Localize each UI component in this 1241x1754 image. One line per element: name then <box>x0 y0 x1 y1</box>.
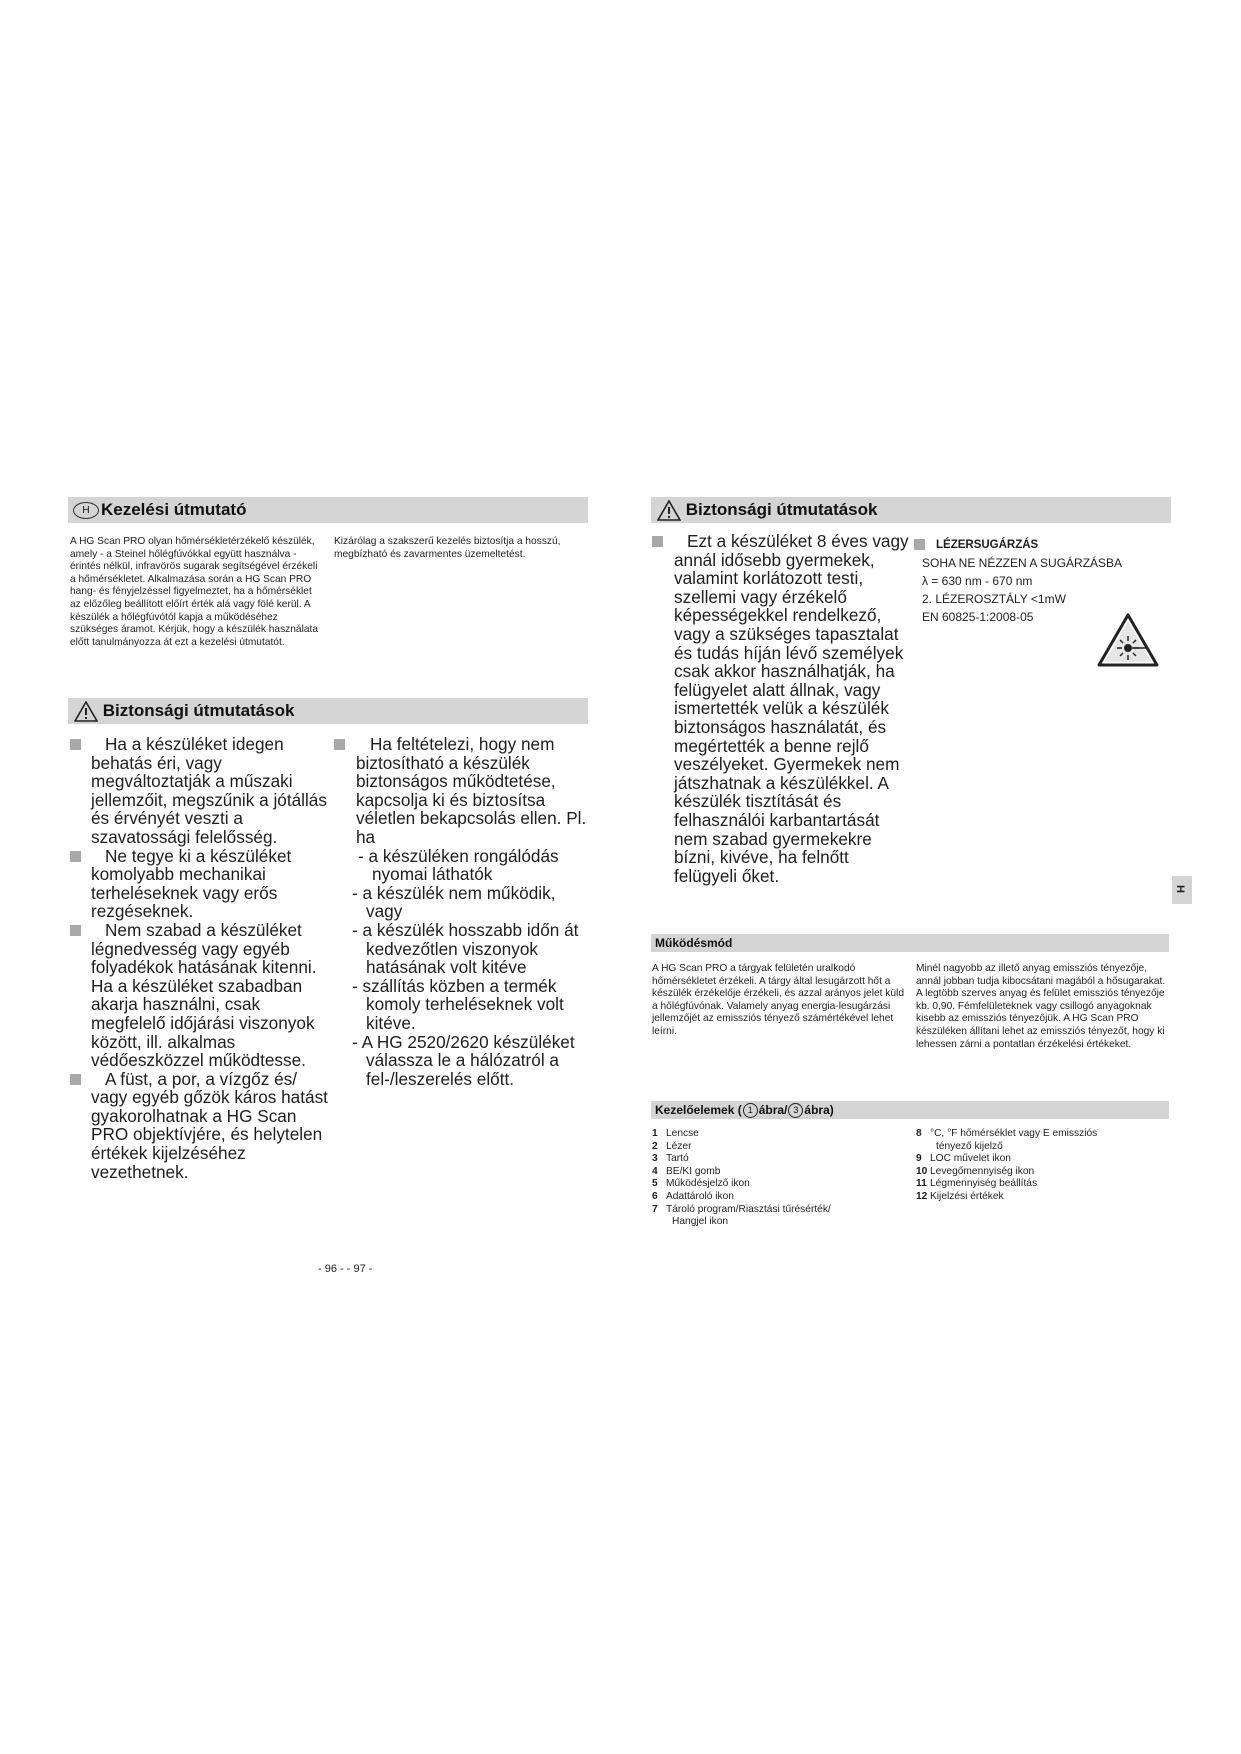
page-number: - 96 - - 97 - <box>318 1263 373 1275</box>
item-number: 10 <box>916 1165 928 1177</box>
safety-list-col2 <box>334 735 588 1088</box>
item-label: BE/KI gomb <box>666 1165 721 1177</box>
item-label: LOC művelet ikon <box>930 1153 1011 1165</box>
list-item <box>652 1141 907 1154</box>
laser-class: 2. LÉZEROSZTÁLY <1mW <box>922 592 1066 606</box>
bullet-square-icon <box>70 925 81 936</box>
mode-text-col1: A HG Scan PRO a tárgyak felületén uralkodó hőmérsékletet érzékeli. A tárgy által lesugárzott hőt a készülék érzékelője érzékeli, és azzal arányos jelet küld a hőlégfúvónak. Valamely anyag energia-lesugárzási jellemzőjét az emissziós tényező számértékével lehet leírni. <box>652 963 904 1037</box>
list-item <box>652 1153 907 1166</box>
item-number: 6 <box>652 1190 658 1202</box>
bullet-square-icon <box>334 739 345 750</box>
list-item <box>652 1216 907 1229</box>
section-title: Biztonsági útmutatások <box>685 500 878 519</box>
item-number: 1 <box>652 1128 658 1139</box>
controls-list-col1 <box>652 1128 907 1229</box>
section-header-mukodesmod: Működésmód <box>651 934 1169 952</box>
list-item <box>916 1178 1169 1191</box>
item-number: 7 <box>652 1203 658 1215</box>
bullet-square-icon <box>70 739 81 750</box>
item-number: 8 <box>916 1128 922 1139</box>
item-label: °C, °F hőmérséklet vagy E emissziós <box>930 1128 1098 1139</box>
intro-text-col2: Kizárólag a szakszerű kezelés biztosítja a hosszú, megbízható és zavarmentes üzemeltetést. <box>334 536 561 560</box>
list-item <box>916 1191 1169 1204</box>
bullet-square-icon <box>70 1074 81 1085</box>
laser-title: LÉZERSUGÁRZÁS <box>936 539 1039 551</box>
laser-standard: EN 60825-1:2008-05 <box>922 610 1034 624</box>
list-item <box>916 1141 1169 1154</box>
dash-item: - a készülék nem működik, vagy <box>352 882 556 922</box>
dash-item: - a készülék hosszabb időn át kedvezőtlen viszonyok hatásának volt kitéve <box>352 919 579 978</box>
item-label: Adattároló ikon <box>666 1190 734 1202</box>
item-number: 4 <box>652 1165 658 1177</box>
bullet-square-icon <box>652 536 663 547</box>
list-item: Nem szabad a készüléket légnedvesség vagy egyéb folyadékok hatásának kitenni. Ha a készüléket szabadban akarja használni, csak megfelelő időjárási viszonyok között, ill. alkalmas védőeszközzel működtesse. <box>70 921 330 1070</box>
section-title: Kezelési útmutató <box>101 500 247 519</box>
item-number: 5 <box>652 1178 658 1190</box>
section-header-safety-right <box>651 497 1171 523</box>
safety-list-col1 <box>70 735 330 1181</box>
section-title: Biztonsági útmutatások <box>102 701 295 720</box>
item-label: Lézer <box>666 1140 692 1152</box>
language-h-badge: H <box>73 502 99 519</box>
list-item <box>652 1204 907 1217</box>
dash-item: - a készüléken rongálódás nyomai láthatók <box>358 845 559 885</box>
item-label: tényező kijelző <box>936 1140 1003 1152</box>
item-label: Hangjel ikon <box>672 1216 729 1228</box>
list-item <box>652 1166 907 1179</box>
intro-text-col1: A HG Scan PRO olyan hőmérsékletérzékelő készülék, amely - a Steinel hőlégfúvókkal együtt használva - érintés nélkül, infravörös sugarak segítségével érzékeli a hőmérsékletet. Alkalmazása során a HG Scan PRO hang- és fényjelzéssel figyelmeztet, ha a hőmérséklet az előzőleg beállított előírt érték alá vagy fölé kerül. A készülék a hőlégfúvótól kapja a működéséhez szükséges áramot. Kérjük, hogy a készülék használata előtt tanulmányozza át ezt a kezelési útmutatót. <box>70 536 319 648</box>
list-item <box>652 1191 907 1204</box>
list-item <box>652 1178 907 1191</box>
item-number: 3 <box>652 1153 658 1165</box>
list-item: Ezt a készüléket 8 éves vagy annál idősebb gyermekek, valamint korlátozott testi, szellemi vagy érzékelő képességekkel rendelkező, vagy a szükséges tapasztalat és tudás híján lévő személyek csak akkor használhatják, ha felügyelet alatt állnak, vagy ismertették velük a készülék biztonságos használatát, és megértették a benne rejlő veszélyeket. Gyermekek nem játszhatnak a készülékkel. A készülék tisztítását és felhasználói karbantartását nem szabad gyermekekre bízni, kivéve, ha felnőtt felügyeli őket. <box>652 532 912 885</box>
laser-warning: SOHA NE NÉZZEN A SUGÁRZÁSBA <box>922 556 1123 570</box>
dash-item: - A HG 2520/2620 készüléket válassza le a hálózatról a fel-/leszerelés előtt. <box>352 1031 575 1089</box>
list-item <box>916 1166 1169 1179</box>
item-number: 2 <box>652 1140 658 1152</box>
laser-warning-icon <box>1096 612 1160 668</box>
warning-triangle-icon <box>74 701 98 722</box>
bullet-square-icon <box>70 851 81 862</box>
item-label: Lencse <box>666 1128 699 1139</box>
section-header-kezelesi <box>68 497 588 523</box>
item-label: Levegőmennyiség ikon <box>930 1165 1035 1177</box>
list-item <box>916 1153 1169 1166</box>
dash-item: - szállítás közben a termék komoly terheléseknek volt kitéve. <box>352 975 564 1033</box>
children-safety-text <box>652 532 912 885</box>
item-label: Működésjelző ikon <box>666 1178 750 1190</box>
section-header-safety-left <box>68 698 588 724</box>
laser-wavelength: λ = 630 nm - 670 nm <box>922 574 1033 588</box>
list-item: A füst, a por, a vízgőz és/ vagy egyéb gőzök káros hatást gyakorolhatnak a HG Scan PRO objektívjére, és helytelen értékek kijelzéséhez vezethetnek. <box>70 1070 330 1182</box>
mode-text-col2: Minél nagyobb az illető anyag emissziós tényezője, annál jobban tudja kibocsátani magából a hősugarakat. A legtöbb szerves anyag és felület emissziós tényezője kb. 0,90. Fémfelületeknek vagy csillogó anyagoknak kisebb az emissziós tényezőjük. A HG Scan PRO készüléken állítani lehet az emissziós tényezőt, hogy ki lehessen zárni a pontatlan érzékelési értékeket. <box>916 963 1166 1050</box>
item-label: Tároló program/Riasztási tűrésérték/ <box>666 1203 831 1215</box>
list-item: Ne tegye ki a készüléket komolyabb mechanikai terheléseknek vagy erős rezgéseknek. <box>70 847 330 921</box>
list-item: Ha feltételezi, hogy nem biztosítható a készülék biztonságos működtetése, kapcsolja ki és biztosítsa véletlen bekapcsolás ellen. Pl. ha <box>334 735 588 847</box>
figure-1-circle: 1 <box>743 1103 758 1118</box>
controls-list-col2 <box>916 1128 1169 1204</box>
item-label: Tartó <box>666 1153 689 1165</box>
warning-triangle-icon <box>657 500 681 521</box>
list-item: Ha a készüléket idegen behatás éri, vagy megváltoztatják a műszaki jellemzőit, megszűnik a jótállás és érvényét veszti a szavatossági felelősség. <box>70 735 330 847</box>
list-item <box>916 1128 1169 1141</box>
bullet-square-icon <box>914 539 925 550</box>
item-number: 9 <box>916 1153 922 1165</box>
item-label: Kijelzési értékek <box>930 1190 1004 1202</box>
item-number: 11 <box>916 1178 927 1190</box>
figure-3-circle: 3 <box>788 1103 803 1118</box>
item-label: Légmennyiség beállítás <box>930 1178 1038 1190</box>
section-header-kezeloelemek: Kezelőelemek ( 1 ábra/ 3 ábra) <box>651 1101 1169 1119</box>
list-item <box>652 1128 907 1141</box>
item-number: 12 <box>916 1190 928 1202</box>
side-tab-h: H <box>1172 876 1192 904</box>
